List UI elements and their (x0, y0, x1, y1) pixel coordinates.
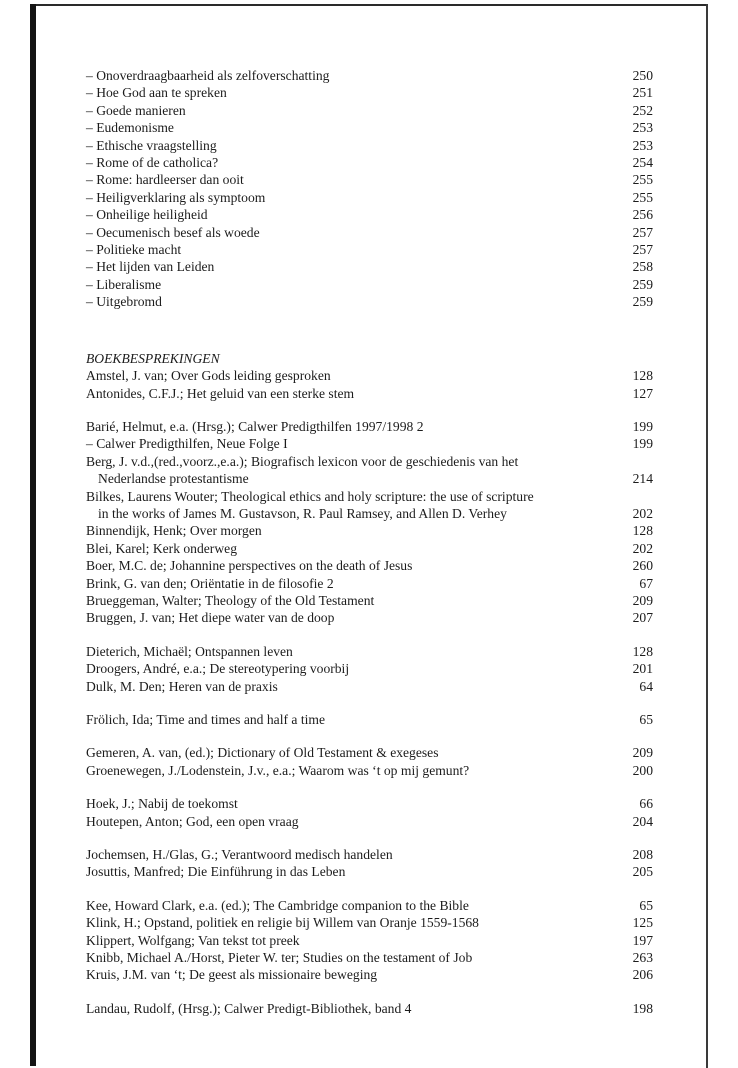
index-entry (86, 609, 653, 626)
index-entry (86, 592, 653, 609)
entry-title (86, 678, 639, 695)
entry-title (86, 813, 633, 830)
index-entry (86, 119, 653, 136)
index-entry (86, 557, 653, 574)
entry-title-line: Brueggeman, Walter; Theology of the Old Testament (86, 592, 375, 608)
entry-page-number: 125 (632, 915, 653, 931)
entry-page-number: 128 (632, 523, 653, 539)
group-spacer (86, 881, 653, 897)
entry-page-number: 255 (632, 172, 653, 188)
entry-title (86, 385, 633, 402)
entry-title (86, 846, 633, 863)
entry-page-number: 253 (632, 120, 653, 136)
entry-title-line: Kruis, J.M. van ‘t; De geest als missionaire beweging (86, 967, 378, 983)
entry-title-line: Gemeren, A. van, (ed.); Dictionary of Old Testament & exegeses (86, 745, 439, 761)
scan-border-top (36, 4, 708, 6)
entry-title-line: Groenewegen, J./Lodenstein, J.v., e.a.; Waarom was ‘t op mij gemunt? (86, 762, 470, 778)
index-entry (86, 762, 653, 779)
entry-title (86, 453, 633, 488)
entry-page-number: 208 (632, 847, 653, 863)
group-spacer (86, 728, 653, 744)
entry-title (86, 660, 633, 677)
index-entry (86, 575, 653, 592)
index-entry (86, 171, 653, 188)
index-entry (86, 418, 653, 435)
entry-title (86, 592, 633, 609)
index-entry (86, 453, 653, 488)
entry-page-number: 260 (632, 558, 653, 574)
entry-title: – Liberalisme (86, 276, 162, 292)
entry-title (86, 609, 633, 626)
index-entry (86, 241, 653, 258)
index-entry (86, 293, 653, 310)
entry-page-number: 254 (632, 155, 653, 171)
entry-page-number: 202 (632, 505, 653, 521)
scan-border-left (30, 4, 36, 1066)
entry-title-line: Landau, Rudolf, (Hrsg.); Calwer Predigt-Bibliothek, band 4 (86, 1000, 412, 1016)
group-spacer (86, 627, 653, 643)
index-entry (86, 435, 653, 452)
entry-title (86, 1000, 633, 1017)
entry-page-number: 128 (632, 643, 653, 659)
index-entry (86, 914, 653, 931)
index-entry (86, 154, 653, 171)
index-entry (86, 846, 653, 863)
entry-title: – Onoverdraagbaarheid als zelfoverschatting (86, 68, 330, 83)
entry-title-line: Jochemsen, H./Glas, G.; Verantwoord medisch handelen (86, 847, 393, 863)
index-entry (86, 863, 653, 880)
entry-page-number: 257 (632, 224, 653, 240)
entry-title-line: Hoek, J.; Nabij de toekomst (86, 796, 238, 812)
entry-title: – Rome of de catholica? (86, 155, 219, 171)
entry-title-line: Klippert, Wolfgang; Van tekst tot preek (86, 932, 300, 948)
entry-title (86, 435, 633, 452)
entry-title-line: Klink, H.; Opstand, politiek en religie bij Willem van Oranje 1559-1568 (86, 915, 479, 931)
entry-title-line: Bilkes, Laurens Wouter; Theological ethics and holy scripture: the use of scripture (86, 488, 534, 504)
index-entry (86, 206, 653, 223)
entry-title-line: Blei, Karel; Kerk onderweg (86, 540, 237, 556)
section-heading: BOEKBESPREKINGEN (86, 350, 220, 366)
entry-title (86, 367, 633, 384)
entry-page-number: 256 (632, 207, 653, 223)
entry-title (86, 762, 633, 779)
entry-title-line: Berg, J. v.d.,(red.,voorz.,e.a.); Biografisch lexicon voor de geschiedenis van het (86, 453, 519, 469)
entry-title: – Uitgebromd (86, 294, 162, 310)
entry-title (86, 932, 633, 949)
entry-title-line: Boer, M.C. de; Johannine perspectives on the death of Jesus (86, 558, 413, 574)
entry-title (86, 418, 633, 435)
index-entry (86, 385, 653, 402)
entry-page-number: 259 (632, 294, 653, 310)
entry-page-number: 258 (632, 259, 653, 275)
entry-title (86, 863, 633, 880)
entry-title-line: Droogers, André, e.a.; De stereotypering voorbij (86, 661, 350, 677)
entry-title (86, 966, 633, 983)
index-entry (86, 84, 653, 101)
entry-title (86, 795, 639, 812)
entry-title: – Oecumenisch besef als woede (86, 224, 260, 240)
entry-title (86, 914, 633, 931)
index-entry (86, 966, 653, 983)
entry-title: – Hoe God aan te spreken (86, 85, 227, 101)
entry-title (86, 643, 633, 660)
entry-title-line: Josuttis, Manfred; Die Einführung in das Leben (86, 864, 346, 880)
entry-title: – Onheilige heiligheid (86, 207, 208, 223)
entry-title: – Eudemonisme (86, 120, 174, 136)
index-entry (86, 189, 653, 206)
index-page (86, 67, 653, 1017)
entry-title (86, 522, 633, 539)
entry-title (86, 488, 633, 523)
review-list (86, 367, 653, 1017)
entry-title-line: Binnendijk, Henk; Over morgen (86, 523, 262, 539)
entry-page-number: 199 (632, 418, 653, 434)
entry-page-number: 197 (632, 932, 653, 948)
entry-title-line: – Calwer Predigthilfen, Neue Folge I (86, 436, 288, 452)
topic-list (86, 67, 653, 311)
entry-page-number: 263 (632, 950, 653, 966)
entry-page-number: 127 (632, 385, 653, 401)
entry-title (86, 744, 633, 761)
entry-page-number: 251 (632, 85, 653, 101)
entry-title: – Rome: hardleerser dan ooit (86, 172, 244, 188)
index-entry (86, 744, 653, 761)
index-entry (86, 813, 653, 830)
group-spacer (86, 984, 653, 1000)
entry-page-number: 255 (632, 189, 653, 205)
index-entry (86, 897, 653, 914)
entry-title-line: Dieterich, Michaël; Ontspannen leven (86, 643, 293, 659)
entry-page-number: 66 (639, 796, 653, 812)
index-entry (86, 488, 653, 523)
entry-page-number: 252 (632, 102, 653, 118)
entry-title (86, 949, 633, 966)
entry-page-number: 209 (632, 745, 653, 761)
index-entry (86, 1000, 653, 1017)
entry-title-line: Frölich, Ida; Time and times and half a time (86, 712, 325, 727)
index-entry (86, 258, 653, 275)
entry-page-number: 253 (632, 137, 653, 153)
scan-border-right (706, 4, 708, 1068)
entry-page-number: 257 (632, 242, 653, 258)
entry-page-number: 201 (632, 661, 653, 677)
entry-page-number: 65 (639, 712, 653, 727)
entry-title (86, 557, 633, 574)
index-entry (86, 643, 653, 660)
index-entry (86, 276, 653, 293)
entry-title (86, 575, 639, 592)
entry-page-number: 200 (632, 762, 653, 778)
index-entry (86, 224, 653, 241)
entry-title: – Ethische vraagstelling (86, 137, 217, 153)
entry-title-line: Brink, G. van den; Oriëntatie in de filosofie 2 (86, 575, 334, 591)
entry-title-line: Knibb, Michael A./Horst, Pieter W. ter; Studies on the testament of Job (86, 950, 473, 966)
index-entry (86, 660, 653, 677)
index-entry (86, 711, 653, 728)
entry-title (86, 540, 633, 557)
entry-title-line: Dulk, M. Den; Heren van de praxis (86, 678, 278, 694)
index-entry (86, 367, 653, 384)
entry-page-number: 214 (632, 471, 653, 487)
entry-page-number: 128 (632, 368, 653, 384)
entry-page-number: 204 (632, 813, 653, 829)
entry-page-number: 198 (632, 1000, 653, 1016)
entry-title-line: Antonides, C.F.J.; Het geluid van een sterke stem (86, 385, 355, 401)
entry-page-number: 205 (632, 864, 653, 880)
entry-page-number: 206 (632, 967, 653, 983)
index-entry (86, 137, 653, 154)
entry-page-number: 65 (639, 897, 653, 913)
entry-title: – Goede manieren (86, 102, 186, 118)
group-spacer (86, 695, 653, 711)
entry-page-number: 209 (632, 592, 653, 608)
index-entry (86, 678, 653, 695)
entry-title-line: in the works of James M. Gustavson, R. Paul Ramsey, and Allen D. Verhey (98, 505, 507, 521)
index-entry (86, 932, 653, 949)
entry-title: – Politieke macht (86, 242, 182, 258)
index-entry (86, 67, 653, 84)
entry-page-number: 67 (639, 575, 653, 591)
group-spacer (86, 830, 653, 846)
entry-page-number: 64 (639, 678, 653, 694)
entry-title-line: Bruggen, J. van; Het diepe water van de doop (86, 610, 335, 626)
entry-title (86, 897, 639, 914)
entry-title-line: Barié, Helmut, e.a. (Hrsg.); Calwer Predigthilfen 1997/1998 2 (86, 418, 424, 434)
entry-page-number: 202 (632, 540, 653, 556)
index-entry (86, 795, 653, 812)
entry-page-number: 199 (632, 436, 653, 452)
entry-title-line: Houtepen, Anton; God, een open vraag (86, 813, 299, 829)
index-entry (86, 102, 653, 119)
entry-title: – Het lijden van Leiden (86, 259, 215, 275)
entry-page-number: 259 (632, 276, 653, 292)
entry-title (86, 711, 639, 728)
index-entry (86, 949, 653, 966)
index-entry (86, 522, 653, 539)
entry-title: – Heiligverklaring als symptoom (86, 189, 266, 205)
entry-title-line: Nederlandse protestantisme (98, 471, 249, 487)
entry-title-line: Kee, Howard Clark, e.a. (ed.); The Cambridge companion to the Bible (86, 897, 469, 913)
entry-title-line: Amstel, J. van; Over Gods leiding gesproken (86, 368, 331, 384)
group-spacer (86, 779, 653, 795)
entry-page-number: 207 (632, 610, 653, 626)
entry-page-number: 250 (632, 68, 653, 83)
group-spacer (86, 402, 653, 418)
index-entry (86, 540, 653, 557)
